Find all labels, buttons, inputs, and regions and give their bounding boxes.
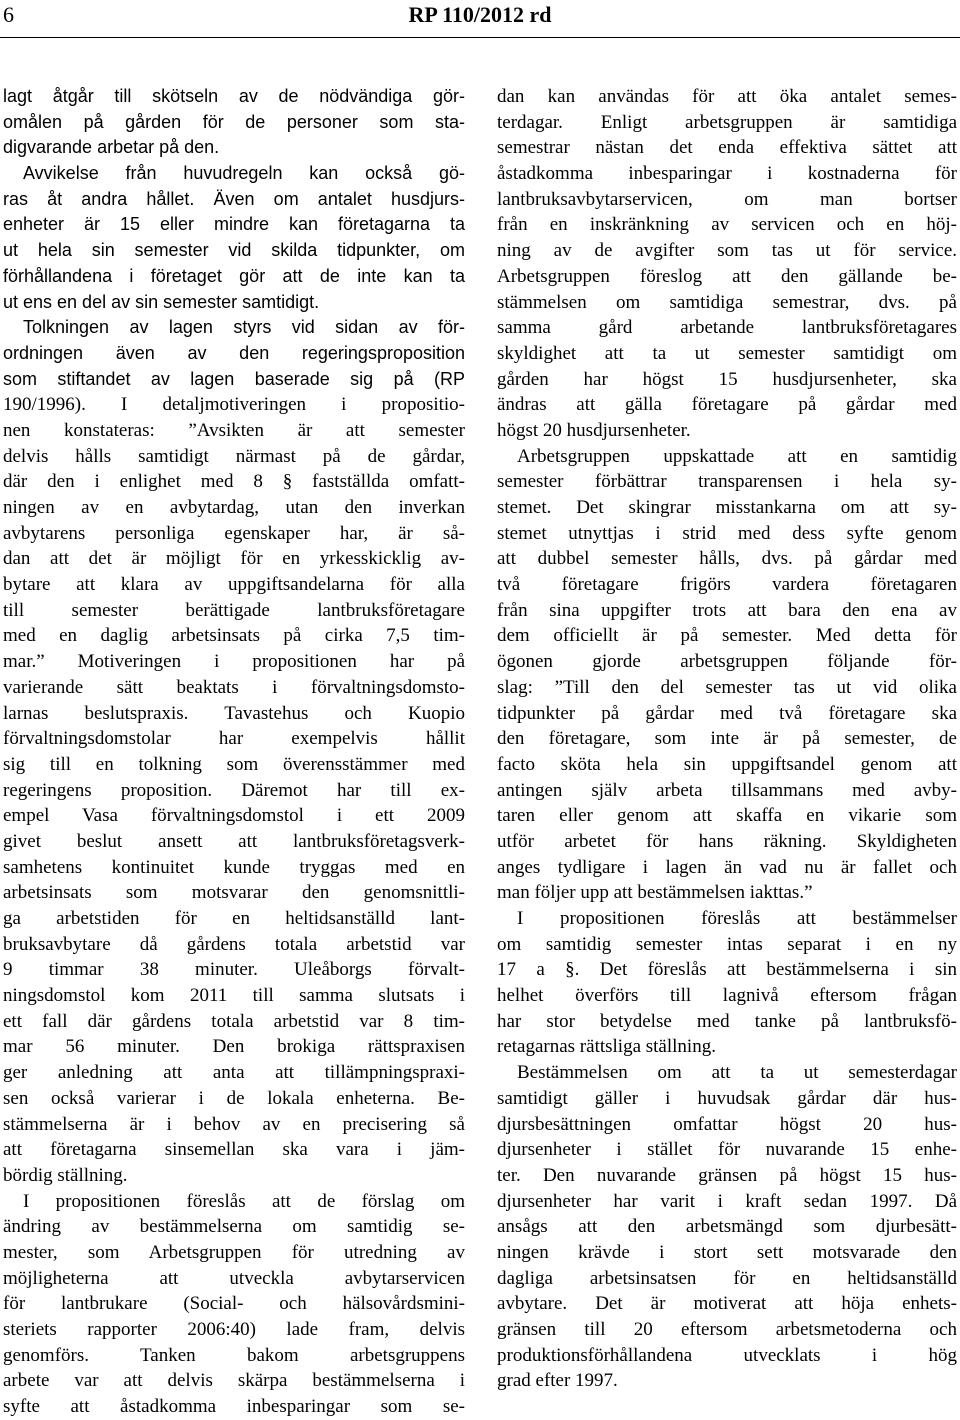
- text-line: om samtidig semester intas separat i en ny: [497, 933, 957, 955]
- text-line: sen också varierar i de lokala enheterna. Be-: [3, 1087, 465, 1109]
- text-line: gränsen till 20 eftersom arbetsmetoderna och: [497, 1319, 957, 1340]
- text-line: Arbetsgruppen uppskattade att en samtidig: [517, 445, 957, 467]
- right-text-column: [497, 84, 957, 1394]
- text-line: djursenheter har varit i kraft sedan 1997. Då: [497, 1190, 957, 1212]
- text-line: retagarnas rättsliga ställning.: [497, 1036, 716, 1058]
- text-line: genomförs. Tanken bakom arbetsgruppens: [3, 1344, 465, 1366]
- text-line: lagt åtgår till skötseln av de nödvändiga gör-: [3, 86, 465, 106]
- text-line: ansågs att den arbetsmängd som djurbesätt-: [497, 1216, 957, 1238]
- text-line: ger anledning att anta att tillämpningspraxi-: [3, 1062, 465, 1084]
- text-line: helhet överförs till lagnivå eftersom frågan: [497, 985, 957, 1007]
- text-line: ter. Den nuvarande gränsen på högst 15 hus-: [497, 1164, 957, 1186]
- text-line: stämmelserna är i behov av en precisering så: [3, 1113, 465, 1135]
- text-line: semestrar nästan det enda effektiva sättet att: [497, 137, 957, 159]
- text-line: lantbruksavbytarservicen, om man bortser: [497, 188, 957, 210]
- text-line: empel Vasa förvaltningsdomstol i ett 2009: [3, 805, 465, 827]
- text-line: avbytarens personliga egenskaper har, är så-: [3, 522, 465, 544]
- text-line: utför arbetet för hans räkning. Skyldigheten: [497, 830, 957, 852]
- text-line: ut ens en del av sin semester samtidigt.: [3, 291, 320, 312]
- text-line: I propositionen föreslås att bestämmelser: [517, 908, 957, 929]
- text-line: dan kan användas för att öka antalet semes-: [497, 86, 957, 107]
- header-rule: [0, 37, 960, 38]
- text-line: högst 20 husdjursenheter.: [497, 419, 691, 441]
- text-line: har stor betydelse med tanke på lantbruksfö-: [497, 1010, 957, 1032]
- text-line: slag: ”Till den del semester tas ut vid olika: [497, 676, 957, 698]
- text-line: stämmelsen om samtidiga semestrar, dvs. på: [497, 291, 957, 313]
- text-line: dan att det är möjligt för en yrkesskicklig av-: [3, 548, 465, 570]
- text-line: nen konstateras: ”Avsikten är att semester: [3, 419, 465, 441]
- text-line: åstadkomma inbesparingar i kostnaderna för: [497, 163, 957, 185]
- text-line: förhållandena i företaget gör att de inte kan ta: [3, 265, 465, 286]
- text-line: Avvikelse från huvudregeln kan också gö-: [23, 163, 465, 184]
- text-line: 17 a §. Det föreslås att bestämmelserna i sin: [497, 959, 957, 981]
- text-line: ett fall där gårdens totala arbetstid var 8 tim-: [3, 1010, 465, 1032]
- text-line: ordningen även av den regeringsproposition: [3, 342, 465, 363]
- text-line: skyldighet att ta ut semester samtidigt om: [497, 342, 957, 364]
- text-line: mester, som Arbetsgruppen för utredning av: [3, 1241, 465, 1263]
- text-line: avbytare. Det är motiverat att höja enhets-: [497, 1293, 957, 1315]
- text-line: möjligheterna att utveckla avbytarservicen: [3, 1267, 465, 1289]
- text-line: antingen själv arbeta tillsammans med avby-: [497, 779, 957, 801]
- text-line: regeringens proposition. Däremot har till ex-: [3, 779, 465, 801]
- text-line: två företagare frigörs vardera företagaren: [497, 574, 957, 596]
- text-line: Tolkningen av lagen styrs vid sidan av för-: [23, 317, 465, 338]
- text-line: som stiftandet av lagen baserade sig på (RP: [3, 368, 465, 389]
- text-line: gården har högst 15 husdjursenheter, ska: [497, 368, 957, 390]
- text-line: taren eller genom att skaffa en vikarie som: [497, 805, 957, 827]
- text-line: den företagare, som inte är på semester, de: [497, 728, 957, 750]
- text-line: delvis hålls samtidigt närmast på de gårdar,: [3, 445, 465, 467]
- text-line: grad efter 1997.: [497, 1370, 618, 1392]
- document-title: RP 110/2012 rd: [408, 2, 552, 27]
- text-line: att dubbel semester hålls, dvs. på gårdar med: [497, 548, 957, 570]
- text-line: ga arbetstiden för en heltidsanställd lant-: [3, 908, 465, 929]
- text-line: I propositionen föreslås att de förslag om: [23, 1190, 465, 1212]
- text-line: ningen krävde i stort sett motsvarade den: [497, 1241, 957, 1263]
- text-line: ningen av en avbytardag, utan den inverkan: [3, 497, 465, 518]
- text-line: Arbetsgruppen föreslog att den gällande be-: [497, 265, 957, 287]
- text-line: samma gård arbetande lantbruksföretagares: [497, 317, 957, 339]
- text-line: förvaltningsdomstolar har exempelvis hållit: [3, 728, 465, 750]
- text-line: stemet. Det skingrar misstankarna om att sy-: [497, 497, 957, 518]
- text-line: mar 56 minuter. Den brokiga rättspraxisen: [3, 1036, 465, 1058]
- text-line: djursbesättningen omfattar högst 20 hus-: [497, 1113, 957, 1135]
- text-line: larnas beslutspraxis. Tavastehus och Kuopio: [3, 702, 465, 724]
- text-line: från en inskränkning av servicen och en höj-: [497, 214, 957, 236]
- page-header: [0, 0, 960, 34]
- text-line: facto sköta hela sin uppgiftsandel genom att: [497, 753, 957, 775]
- text-line: dem officiellt är på semester. Med detta för: [497, 625, 957, 647]
- text-line: anges tydligare i lagen än vad nu är fallet och: [497, 856, 957, 878]
- text-line: med en daglig arbetsinsats på cirka 7,5 tim-: [3, 625, 465, 647]
- text-line: terdagar. Enligt arbetsgruppen är samtidiga: [497, 111, 957, 133]
- left-text-column: [3, 84, 465, 1420]
- text-line: sig till en tolkning som överensstämmer med: [3, 753, 465, 775]
- text-line: bytare att klara av uppgiftsandelarna för alla: [3, 574, 465, 596]
- text-line: ras åt andra hållet. Även om antalet husdjurs-: [3, 188, 465, 209]
- text-line: från sina uppgifter trots att bara den ena av: [497, 599, 957, 621]
- text-line: givet beslut ansett att lantbruksföretagsverk-: [3, 830, 465, 852]
- text-line: samhetens kontinuitet kunde tryggas med en: [3, 856, 465, 878]
- text-line: arbetsinsats som motsvarar den genomsnittli-: [3, 882, 465, 904]
- text-line: tidpunkter på gårdar med två företagare ska: [497, 702, 957, 724]
- text-line: bruksavbytare då gårdens totala arbetstid var: [3, 933, 465, 955]
- text-line: syfte att åstadkomma inbesparingar som se-: [3, 1396, 465, 1418]
- text-line: ändras att gälla företagare på gårdar med: [497, 394, 957, 416]
- text-line: mar.” Motiveringen i propositionen har på: [3, 651, 465, 673]
- text-line: ning av de avgifter som tas ut för service.: [497, 240, 957, 262]
- text-line: man följer upp att bestämmelsen iakttas.”: [497, 882, 813, 904]
- text-line: ändring av bestämmelserna om samtidig se-: [3, 1216, 465, 1238]
- text-line: bördig ställning.: [3, 1164, 128, 1186]
- page-number: 6: [3, 2, 14, 27]
- text-line: ögonen gjorde arbetsgruppen följande för-: [497, 651, 957, 673]
- text-line: Bestämmelsen om att ta ut semesterdagar: [517, 1062, 957, 1084]
- text-line: ningsdomstol kom 2011 till samma slutsats i: [3, 985, 465, 1007]
- text-line: varierande sätt beaktats i förvaltningsdomsto-: [3, 676, 465, 698]
- text-line: stemet utnyttjas i strid med dess syfte genom: [497, 522, 957, 544]
- text-line: ut hela sin semester vid skilda tidpunkter, om: [3, 240, 465, 261]
- text-line: att företagarna sinsemellan ska vara i jäm-: [3, 1139, 465, 1161]
- text-line: arbete var att delvis skärpa bestämmelserna i: [3, 1370, 465, 1392]
- text-line: djursenheter i stället för nuvarande 15 enhe-: [497, 1139, 957, 1161]
- text-line: omålen på gården för de personer som sta-: [3, 111, 465, 132]
- text-line: steriets rapporter 2006:40) lade fram, delvis: [3, 1319, 465, 1340]
- text-line: produktionsförhållandena utvecklats i hög: [497, 1344, 957, 1366]
- text-line: till semester berättigade lantbruksföretagare: [3, 599, 465, 621]
- text-line: dagliga arbetsinsatsen för en heltidsanställd: [497, 1267, 957, 1289]
- text-line: för lantbrukare (Social- och hälsovårdsmini-: [3, 1293, 465, 1315]
- text-line: enheter är 15 eller mindre kan företagarna ta: [3, 214, 465, 235]
- text-line: 9 timmar 38 minuter. Uleåborgs förvalt-: [3, 959, 465, 981]
- text-line: 190/1996). I detaljmotiveringen i propositio-: [3, 394, 465, 416]
- text-line: där den i enlighet med 8 § fastställda omfatt-: [3, 471, 465, 493]
- text-line: digvarande arbetar på den.: [3, 137, 220, 158]
- text-line: semester förbättrar transparensen i hela sy-: [497, 471, 957, 493]
- text-line: samtidigt gäller i huvudsak gårdar där hus-: [497, 1087, 957, 1109]
